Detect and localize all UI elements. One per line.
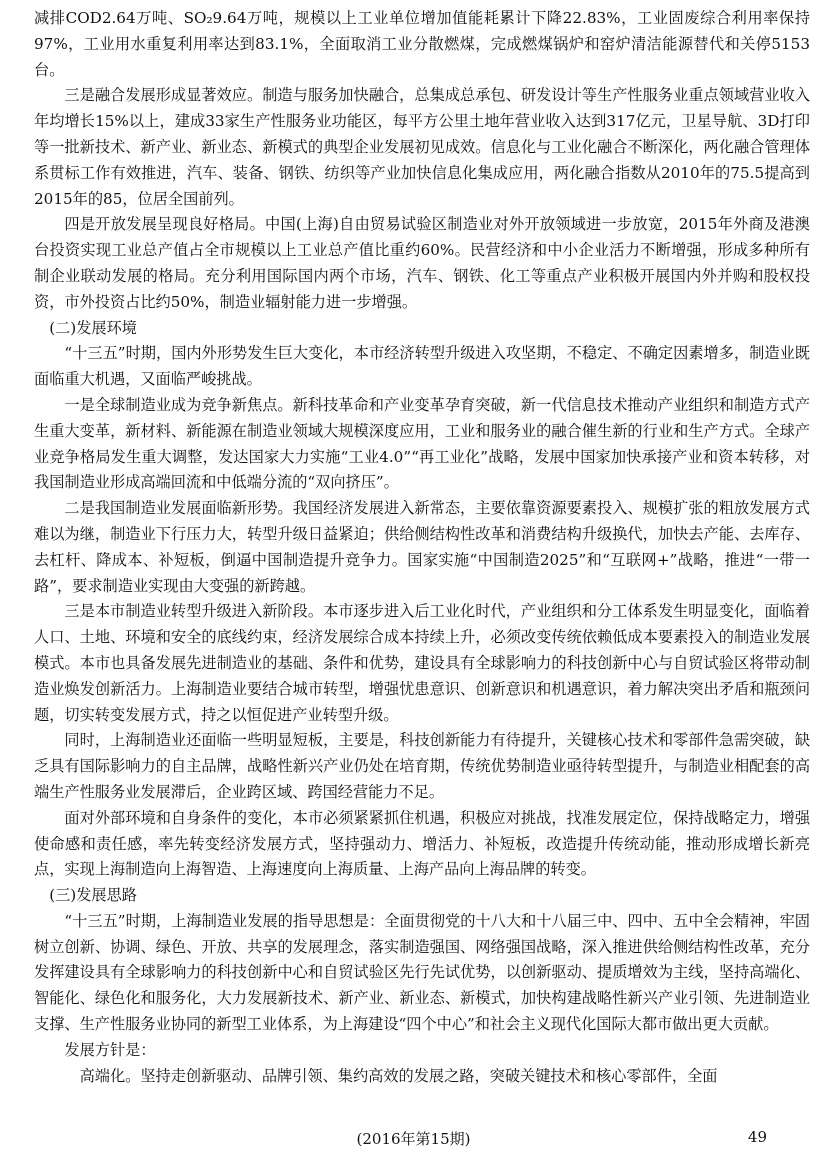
paragraph-carryover: 减排COD2.64万吨、SO₂9.64万吨，规模以上工业单位增加值能耗累计下降22.83%，工业固废综合利用率保持97%，工业用水重复利用率达到83.1%，全面取消工业分散燃煤，完成燃煤锅炉和窑炉清洁能源替代和关停5153台。 <box>34 9 810 79</box>
paragraph-principles-intro: 发展方针是： <box>64 1040 156 1059</box>
page-footer <box>0 1128 827 1152</box>
body-text <box>34 6 810 1089</box>
paragraph-open-development: 四是开放发展呈现良好格局。中国(上海)自由贸易试验区制造业对外开放领域进一步放宽，2015年外商及港澳台投资实现工业总产值占全市规模以上工业总产值比重约60%。民营经济和中小企业活力不断增强，形成多种所有制企业联动发展的格局。充分利用国际国内两个市场，汽车、钢铁、化工等重点产业积极开展国内外并购和股权投资，市外投资占比约50%，制造业辐射能力进一步增强。 <box>34 215 810 311</box>
paragraph-global-competition: 一是全球制造业成为竞争新焦点。新科技革命和产业变革孕育突破，新一代信息技术推动产业组织和制造方式产生重大变革，新材料、新能源在制造业领域大规模深度应用，工业和服务业的融合催生新的行业和生产方式。全球产业竞争格局发生重大调整，发达国家大力实施“工业4.0”“再工业化”战略，发展中国家加快承接产业和资本转移，对我国制造业形成高端回流和中低端分流的“双向挤压”。 <box>34 395 810 492</box>
paragraph-shortcomings: 同时，上海制造业还面临一些明显短板，主要是，科技创新能力有待提升，关键核心技术和零部件急需突破，缺乏具有国际影响力的自主品牌，战略性新兴产业仍处在培育期，传统优势制造业亟待转型提升，与制造业相配套的高端生产性服务业发展滞后，企业跨区域、跨国经营能力不足。 <box>34 731 810 801</box>
section-heading-environment: (二)发展环境 <box>49 318 137 337</box>
paragraph-response: 面对外部环境和自身条件的变化，本市必须紧紧抓住机遇，积极应对挑战，找准发展定位，保持战略定力，增强使命感和责任感，率先转变经济发展方式，坚持强动力、增活力、补短板，改造提升传统动能，推动形成增长新亮点，实现上海制造向上海智造、上海速度向上海质量、上海产品向上海品牌的转变。 <box>34 808 810 879</box>
paragraph-fusion-development: 三是融合发展形成显著效应。制造与服务加快融合，总集成总承包、研发设计等生产性服务业重点领域营业收入年均增长15%以上，建成33家生产性服务业功能区，每平方公里土地年营业收入达到317亿元，卫星导航、3D打印等一批新技术、新产业、新业态、新模式的典型企业发展初见成效。信息化与工业化融合不断深化，两化融合管理体系贯标工作有效推进，汽车、装备、钢铁、纺织等产业加快信息化集成应用，两化融合指数从2010年的75.5提高到2015年的85，位居全国前列。 <box>34 86 810 208</box>
issue-label: (2016年第15期) <box>356 1130 471 1148</box>
page-number: 49 <box>747 1128 767 1146</box>
paragraph-local-transformation: 三是本市制造业转型升级进入新阶段。本市逐步进入后工业化时代，产业组织和分工体系发生明显变化，面临着人口、土地、环境和安全的底线约束，经济发展综合成本持续上升，必须改变传统依赖低成本要素投入的制造业发展模式。本市也具备发展先进制造业的基础、条件和优势，建设具有全球影响力的科技创新中心与自贸试验区将带动制造业焕发创新活力。上海制造业要结合城市转型，增强忧患意识、创新意识和机遇意识，着力解决突出矛盾和瓶颈问题，切实转变发展方式，持之以恒促进产业转型升级。 <box>34 602 810 724</box>
paragraph-13th-five-year-situation: “十三五”时期，国内外形势发生巨大变化，本市经济转型升级进入攻坚期，不稳定、不确定因素增多，制造业既面临重大机遇，又面临严峻挑战。 <box>34 344 810 389</box>
paragraph-high-end: 高端化。坚持走创新驱动、品牌引领、集约高效的发展之路，突破关键技术和核心零部件，全面 <box>79 1066 718 1085</box>
paragraph-guiding-ideology: “十三五”时期，上海制造业发展的指导思想是：全面贯彻党的十八大和十八届三中、四中、五中全会精神，牢固树立创新、协调、绿色、开放、共享的发展理念，落实制造强国、网络强国战略，深入推进供给侧结构性改革，充分发挥建设具有全球影响力的科技创新中心和自贸试验区先行先试优势，以创新驱动、提质增效为主线，坚持高端化、智能化、绿色化和服务化，大力发展新技术、新产业、新业态、新模式，加快构建战略性新兴产业引领、先进制造业支撑、生产性服务业协同的新型工业体系，为上海建设“四个中心”和社会主义现代化国际大都市做出更大贡献。 <box>34 911 810 1034</box>
paragraph-national-situation: 二是我国制造业发展面临新形势。我国经济发展进入新常态，主要依靠资源要素投入、规模扩张的粗放发展方式难以为继，制造业下行压力大，转型升级日益紧迫；供给侧结构性改革和消费结构升级换代，加快去产能、去库存、去杠杆、降成本、补短板，倒逼中国制造提升竞争力。国家实施“中国制造2025”和“互联网+”战略，推进“一带一路”，要求制造业实现由大变强的新跨越。 <box>34 499 810 595</box>
section-heading-approach: (三)发展思路 <box>49 886 137 905</box>
